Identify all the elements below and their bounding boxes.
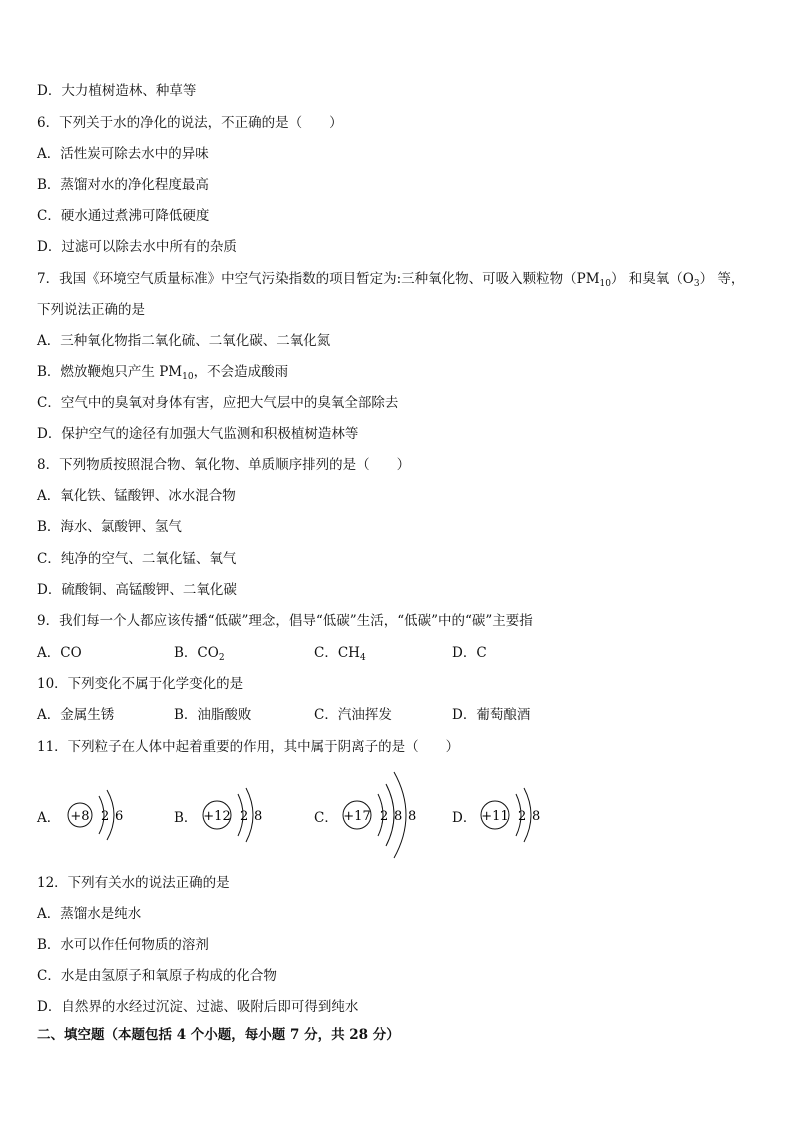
electron-count: 2 [101,809,110,824]
q11-option-letter: B． [174,810,198,826]
q7-subscript: 3 [693,279,700,289]
q7-subscript: 10 [599,279,611,289]
question-9: 9．我们每一个人都应该传播“低碳”理念，倡导“低碳”生活，“低碳”中的“碳”主要指 [37,613,533,629]
q7-option-d: D．保护空气的途径有加强大气监测和积极植树造林等 [37,426,359,442]
q7b-text-part: ，不会造成酸雨 [193,364,289,380]
q6-option-d: D．过滤可以除去水中所有的杂质 [37,239,237,255]
q11-option-c [314,770,454,862]
q7-option-b [37,363,288,381]
q12-option-d: D．自然界的水经过沉淀、过滤、吸附后即可得到纯水 [37,999,359,1015]
q11-atom-diagrams [37,770,597,862]
q12-option-b: B．水可以作任何物质的溶剂 [37,937,209,953]
electron-count: 6 [115,809,124,824]
q6-option-c: C．硬水通过煮沸可降低硬度 [37,208,210,224]
q9b-text: B．CO [174,645,219,661]
q7b-text-part: B．燃放鞭炮只产生 PM [37,364,183,380]
q10-option-c: C．汽油挥发 [314,707,392,723]
atom-structure-diagram [59,770,169,862]
q8-option-a: A．氧化铁、锰酸钾、冰水混合物 [37,488,236,504]
q7-text-part: ） 等， [699,271,745,287]
q12-option-c: C．水是由氢原子和氧原子构成的化合物 [37,968,277,984]
q7-option-a: A．三种氧化物指二氧化硫、二氧化碳、二氧化氮 [37,333,331,349]
q11-option-d [452,770,592,862]
q5-option-d: D．大力植树造林、种草等 [37,83,197,99]
q10-option-b: B．油脂酸败 [174,707,252,723]
q8-option-c: C．纯净的空气、二氧化锰、氧气 [37,551,237,567]
q7b-subscript: 10 [182,372,194,382]
electron-count: 8 [408,809,417,824]
electron-count: 2 [518,809,527,824]
q8-option-b: B．海水、氯酸钾、氢气 [37,519,182,535]
q10-option-a: A．金属生锈 [37,707,115,723]
q9c-text: C．CH [314,645,360,661]
q12-option-a: A．蒸馏水是纯水 [37,906,142,922]
question-11: 11．下列粒子在人体中起着重要的作用，其中属于阴离子的是（ ） [37,739,460,755]
electron-count: 8 [254,809,263,824]
q11-option-a [37,770,177,862]
section-2-heading: 二、填空题（本题包括 4 个小题，每小题 7 分，共 28 分） [37,1027,400,1043]
question-7-line-1 [37,270,744,288]
q11-option-letter: A． [37,810,61,826]
atom-structure-diagram [336,770,456,862]
q9-option-d: D．C [452,645,487,661]
question-6: 6．下列关于水的净化的说法，不正确的是（ ） [37,115,343,131]
q10-option-d: D．葡萄酿酒 [452,707,531,723]
q9-option-a: A．CO [37,645,82,661]
electron-count: 2 [380,809,389,824]
atom-structure-diagram [196,770,306,862]
q9-option-b [174,644,225,662]
electron-count: 2 [240,809,249,824]
question-10: 10．下列变化不属于化学变化的是 [37,676,244,692]
nucleus-charge: +11 [481,809,509,824]
q11-option-letter: D． [452,810,477,826]
q11-option-letter: C． [314,810,338,826]
nucleus-charge: +8 [70,809,90,824]
question-12: 12．下列有关水的说法正确的是 [37,875,230,891]
q7-text-part: 7．我国《环境空气质量标准》中空气污染指数的项目暂定为:三种氧化物、可吸入颗粒物（PM [37,271,600,287]
nucleus-charge: +12 [203,809,231,824]
nucleus-charge: +17 [343,809,371,824]
electron-count: 8 [394,809,403,824]
question-7-line-2: 下列说法正确的是 [37,302,145,318]
q11-option-b [174,770,314,862]
q9-option-c [314,644,366,662]
q6-option-b: B．蒸馏对水的净化程度最高 [37,177,209,193]
q7-option-c: C．空气中的臭氧对身体有害，应把大气层中的臭氧全部除去 [37,395,399,411]
atom-structure-diagram [474,770,584,862]
question-8: 8．下列物质按照混合物、氧化物、单质顺序排列的是（ ） [37,457,411,473]
electron-count: 8 [532,809,541,824]
q9b-subscript: 2 [218,653,225,663]
q6-option-a: A．活性炭可除去水中的异味 [37,146,209,162]
q8-option-d: D．硫酸铜、高锰酸钾、二氧化碳 [37,582,237,598]
q7-text-part: ） 和臭氧（O [611,271,694,287]
q9c-subscript: 4 [359,653,366,663]
